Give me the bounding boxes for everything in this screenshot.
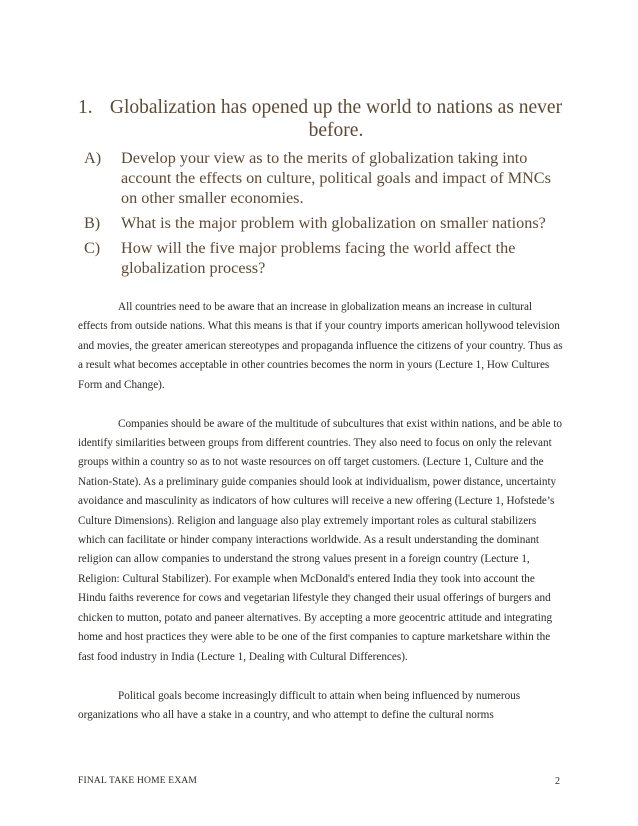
answer-body (78, 298, 564, 745)
paragraph-political: Political goals become increasingly difficult to attain when being influenced by numerous organizations who all have a stake in a country, and who attempt to define the cultural norms (78, 689, 521, 721)
paragraph-companies: Companies should be aware of the multitude of subcultures that exist within nations, and be able to identify similarities between groups from different countries. They also need to focus on only the relevant groups within a country so as to not waste resources on off target customers. (Lecture 1, Culture and the Nation-State). As a preliminary guide companies should look at individualism, power distance, uncertainty avoidance and masculinity as indicators of how cultures will receive a new offering (Lecture 1, Hofstede’s Culture Dimensions). Religion and language also play extremely important roles as cultural stabilizers which can facilitate or hinder company interactions worldwide. As a result understanding the dominant religion can allow companies to understand the strong values present in a foreign country (Lecture 1, Religion: Cultural Stabilizer). For example when McDonald's entered India they took into account the Hindu faiths reverence for cows and vegetarian lifestyle they changed their usual offerings of burgers and chicken to mutton, potato and paneer alternatives. By accepting a more geocentric attitude and integrating home and host practices they were able to be one of the first companies to capture marketshare within the fast food industry in India (Lecture 1, Dealing with Cultural Differences). (78, 417, 562, 663)
question-heading (78, 96, 564, 142)
paragraph-culture: All countries need to be aware that an increase in globalization means an increase in cultural effects from outside nations. What this means is that if your country imports american hollywood television and movies, the greater american stereotypes and propaganda influence the citizens of your country. Thus as a result what becomes acceptable in other countries becomes the norm in yours (Lecture 1, How Cultures Form and Change). (78, 301, 563, 391)
subquestion-letter: A) (84, 149, 102, 167)
subquestion-a (78, 148, 564, 208)
subquestion-text: How will the five major problems facing the world affect the globalization process? (121, 239, 516, 277)
page-number: 2 (555, 776, 560, 787)
subquestion-c (78, 238, 564, 278)
subquestion-list (78, 148, 564, 278)
subquestion-b (78, 213, 564, 233)
question-number: 1. (78, 97, 93, 118)
subquestion-text: Develop your view as to the merits of globalization taking into account the effects on culture, political goals and impact of MNCs on other smaller economies. (121, 149, 551, 207)
footer-title: FINAL TAKE HOME EXAM (78, 776, 198, 786)
question-block (78, 96, 564, 283)
subquestion-letter: C) (84, 239, 101, 257)
question-title: Globalization has opened up the world to nations as never before. (109, 97, 563, 141)
subquestion-letter: B) (84, 214, 101, 232)
subquestion-text: What is the major problem with globalization on smaller nations? (121, 214, 546, 232)
